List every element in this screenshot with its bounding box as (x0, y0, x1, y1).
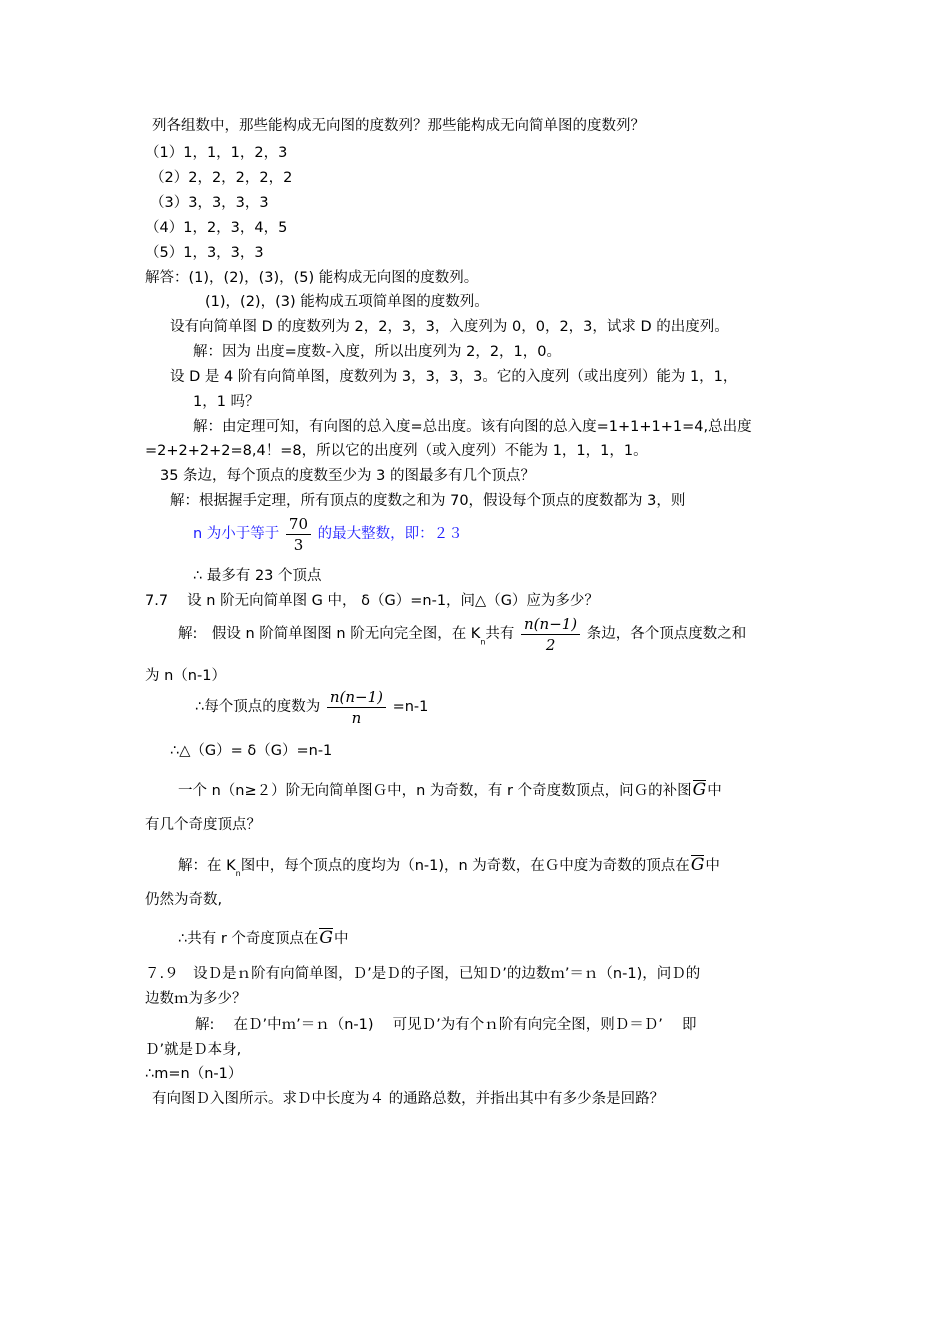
fraction-edges (521, 615, 580, 654)
answer-7-9-conclusion: ∴m=n（n-1） (145, 1066, 243, 1082)
fraction-70-3 (286, 515, 311, 554)
fraction-numerator: n(n−1) (521, 615, 580, 635)
answer-complement-2: 仍然为奇数, (145, 892, 223, 908)
answer-7-7-line-2: 为 n（n-1） (145, 668, 226, 684)
question-35-edges: 35 条边，每个顶点的度数至少为 3 的图最多有几个顶点？ (160, 468, 536, 484)
answer-7-7-degree-result: =n-1 (392, 698, 429, 715)
option-5: （5）1，3，3，3 (145, 245, 264, 261)
question-7-9-cont: 边数ｍ为多少？ (145, 991, 247, 1007)
k-subscript: n (480, 637, 486, 647)
k-subscript: n (235, 869, 241, 878)
question-7-9: ７.９ 设Ｄ是ｎ阶有向简单图，Ｄ’是Ｄ的子图，已知Ｄ’的边数ｍ’＝ｎ（n-1)，问Ｄ的 (145, 966, 701, 982)
question-complement-text-b: 中 (707, 783, 722, 799)
option-3: （3）3，3，3，3 (150, 195, 269, 211)
conclusion-23: ∴ 最多有 23 个顶点 (193, 568, 322, 584)
question-7-7: 7.7 设 n 阶无向简单图 G 中， δ（G）=n-1，问△（G）应为多少？ (145, 593, 599, 609)
answer-fraction-text-b: 的最大整数，即：２３ (317, 525, 463, 542)
answer-7-7-line-3 (195, 688, 428, 727)
answer-complement-text-a: 解：在 K (178, 858, 236, 874)
answer-7-7-text-a: 解: 假设 n 阶简单图图 n 阶无向完全图，在 K (178, 625, 481, 642)
question-4-order: 设 D 是 4 阶有向简单图，度数列为 3，3，3，3。它的入度列（或出度列）能为 1，1， (170, 369, 738, 385)
answer-complement-concl-text-b: 中 (334, 931, 349, 947)
answer-line-1: 解答：(1)，(2)，(3)，(5) 能构成无向图的度数列。 (145, 270, 479, 286)
fraction-denominator: n (351, 709, 362, 727)
question-complement-text-a: 一个 n（n≥２）阶无向简单图Ｇ中，n 为奇数，有 r 个奇度数顶点，问Ｇ的补图 (178, 783, 692, 799)
answer-7-7-degree-text: ∴每个顶点的度数为 (195, 698, 321, 715)
question-complement (178, 780, 722, 800)
answer-complement-conclusion (178, 928, 349, 948)
fraction-denominator: 2 (545, 636, 556, 654)
answer-4-order-2: =2+2+2+2=8,4！=8，所以它的出度列（或入度列）不能为 1，1，1，1。 (145, 443, 648, 459)
answer-7-7-text-c: 条边，各个顶点度数之和 (586, 625, 747, 642)
answer-4-order-1: 解：由定理可知，有向图的总入度=总出度。该有向图的总入度=1+1+1+1=4,总出度 (193, 419, 752, 435)
question-complement-cont: 有几个奇度顶点？ (145, 817, 261, 833)
option-1: （1）1，1，1，2，3 (145, 145, 288, 161)
answer-complement-text-b: 图中，每个顶点的度均为（n-1)，n 为奇数，在Ｇ中度为奇数的顶点在 (240, 858, 690, 874)
question-4-order-cont: 1，1 吗？ (193, 394, 260, 410)
g-bar-symbol: G (319, 928, 333, 948)
question-path-count: 有向图Ｄ入图所示。求Ｄ中长度为４ 的通路总数，并指出其中有多少条是回路？ (152, 1091, 665, 1107)
option-2: （2）2，2，2，2，2 (150, 170, 293, 186)
fraction-denominator: 3 (293, 536, 304, 554)
answer-7-9-2: Ｄ’就是Ｄ本身, (145, 1042, 242, 1058)
option-4: （4）1，2，3，4，5 (145, 220, 288, 236)
answer-7-7-line-1 (178, 615, 746, 654)
answer-7-9-1: 解: 在Ｄ’中ｍ’＝ｎ（n-1) 可见Ｄ’为有个ｎ阶有向完全图，则Ｄ＝Ｄ’ 即 (195, 1017, 697, 1033)
question-intro: 列各组数中，那些能构成无向图的度数列？那些能构成无向简单图的度数列？ (152, 118, 645, 134)
answer-complement-1 (178, 855, 720, 879)
question-digraph-degree: 设有向简单图 D 的度数列为 2，2，3，3，入度列为 0，0，2，3，试求 D 的出度列。 (170, 319, 729, 335)
answer-7-7-conclusion: ∴△（G）= δ（G）=n-1 (170, 743, 333, 759)
answer-7-7-text-b: 共有 (485, 625, 515, 642)
answer-complement-concl-text-a: ∴共有 r 个奇度顶点在 (178, 931, 319, 947)
fraction-degree (327, 688, 386, 727)
g-bar-symbol: G (692, 780, 707, 800)
answer-complement-text-c: 中 (705, 858, 720, 874)
answer-handshake: 解：根据握手定理，所有顶点的度数之和为 70，假设每个顶点的度数都为 3，则 (170, 493, 686, 509)
fraction-numerator: 70 (286, 515, 311, 535)
answer-out-degree: 解：因为 出度=度数-入度，所以出度列为 2，2，1，0。 (193, 344, 561, 360)
answer-fraction-text-a: n 为小于等于 (193, 525, 280, 542)
fraction-numerator: n(n−1) (327, 688, 386, 708)
answer-fraction-line (193, 515, 463, 554)
g-bar-symbol: G (690, 855, 705, 875)
answer-line-2: (1)，(2)，(3) 能构成五项简单图的度数列。 (205, 294, 489, 310)
